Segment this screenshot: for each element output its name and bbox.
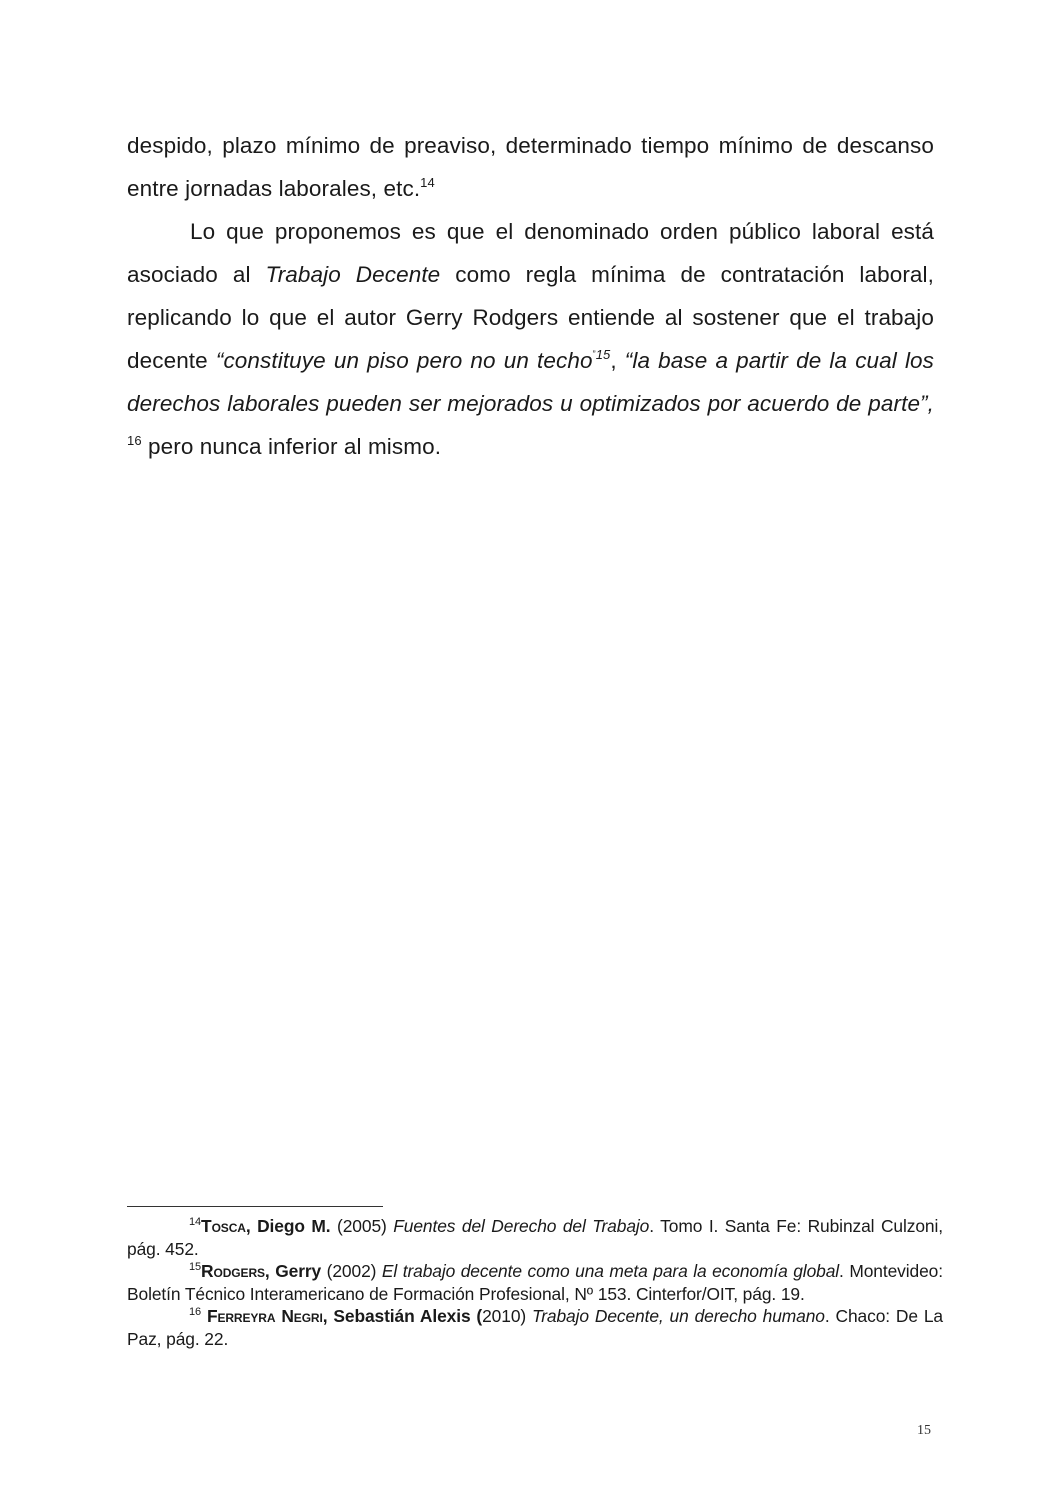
footnote-year: 2010) bbox=[482, 1306, 532, 1326]
footnote-year: (2002) bbox=[321, 1261, 382, 1281]
footnote-year: (2005) bbox=[330, 1216, 394, 1236]
quote-base-derechos: “la base a partir de la cual los derechos laborales pueden ser mejorados u optimizados por acuerdo de parte”, bbox=[127, 348, 935, 416]
footnote-title: Trabajo Decente, un derecho humano bbox=[531, 1306, 825, 1326]
footnote-ref-16[interactable]: 16 bbox=[127, 433, 142, 448]
footnote-author-given: Sebastián Alexis ( bbox=[333, 1306, 483, 1326]
quote-piso-techo: “constituye un piso pero no un techo bbox=[215, 348, 593, 373]
paragraph-2 bbox=[127, 210, 934, 468]
footnote-separator bbox=[127, 1206, 383, 1207]
footnote-author-given: Gerry bbox=[275, 1261, 322, 1281]
quote-separator: , bbox=[610, 348, 625, 373]
footnote-author: Rodgers, bbox=[201, 1261, 276, 1281]
footnote-number: 15 bbox=[189, 1261, 202, 1273]
footnote-rest: . Montevideo: Boletín Técnico Interamericano de Formación Profesional, Nº 153. Cinterfor/OIT, pág. 19. bbox=[127, 1261, 943, 1304]
paragraph-1-text: despido, plazo mínimo de preaviso, determinado tiempo mínimo de descanso entre jornadas laborales, etc. bbox=[127, 133, 934, 201]
paragraph-2-text-c: pero nunca inferior al mismo. bbox=[141, 434, 442, 459]
footnote-16 bbox=[127, 1305, 943, 1350]
footnote-15 bbox=[127, 1260, 943, 1305]
footnotes bbox=[127, 1215, 943, 1350]
quote-close-mark: ” bbox=[592, 349, 596, 359]
footnote-author-given: Diego M. bbox=[257, 1216, 331, 1236]
italic-trabajo-decente: Trabajo Decente bbox=[265, 262, 441, 287]
page-number: 15 bbox=[917, 1423, 931, 1438]
footnote-author: Ferreyra Negri, bbox=[201, 1306, 334, 1326]
footnote-ref-15[interactable]: 15 bbox=[595, 347, 611, 362]
footnote-author: Tosca, bbox=[201, 1216, 258, 1236]
footnote-rest: . Tomo I. Santa Fe: Rubinzal Culzoni, pág. 452. bbox=[127, 1216, 943, 1259]
paragraph-2-text-a: Lo que proponemos es que el denominado orden público laboral está asociado al bbox=[127, 219, 934, 287]
footnote-number: 16 bbox=[189, 1306, 202, 1318]
footnote-14 bbox=[127, 1215, 943, 1260]
paragraph-2-text-b: como regla mínima de contratación laboral, replicando lo que el autor Gerry Rodgers entiende al sostener que el trabajo decente bbox=[127, 262, 934, 373]
paragraph-1 bbox=[127, 124, 934, 210]
footnote-title: Fuentes del Derecho del Trabajo bbox=[393, 1216, 650, 1236]
body-text bbox=[127, 124, 934, 468]
footnote-title: El trabajo decente como una meta para la economía global bbox=[381, 1261, 840, 1281]
footnote-ref-14[interactable]: 14 bbox=[420, 175, 435, 190]
footnote-number: 14 bbox=[189, 1216, 202, 1228]
footnote-rest: . Chaco: De La Paz, pág. 22. bbox=[127, 1306, 943, 1349]
